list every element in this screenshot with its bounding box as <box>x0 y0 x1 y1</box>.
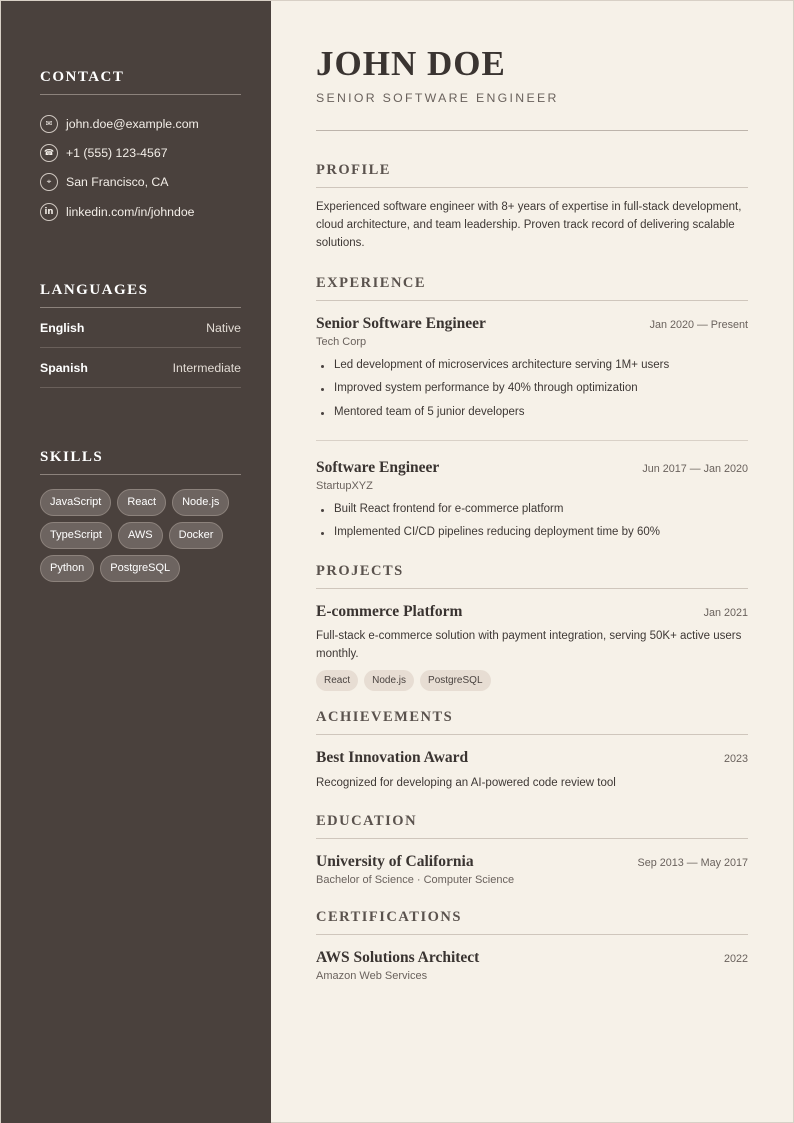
email-icon: ✉ <box>40 115 58 133</box>
language-level: Native <box>206 320 241 335</box>
achievement-entry <box>316 749 748 792</box>
job-title: Senior Software Engineer <box>316 314 486 332</box>
education-school: University of California <box>316 852 474 870</box>
skill-chip: TypeScript <box>40 522 112 549</box>
skill-chip: JavaScript <box>40 489 111 516</box>
project-date: Jan 2021 <box>703 607 748 620</box>
achievements-heading: ACHIEVEMENTS <box>316 709 748 735</box>
experience-heading: EXPERIENCE <box>316 275 748 301</box>
experience-entry <box>316 459 748 545</box>
profile-section <box>316 162 748 253</box>
phone-icon: ☎ <box>40 144 58 162</box>
skills-chips <box>40 489 240 588</box>
experience-entry <box>316 315 748 425</box>
contact-location-text: San Francisco, CA <box>66 175 169 190</box>
projects-heading: PROJECTS <box>316 563 748 589</box>
project-tags <box>316 670 748 691</box>
skill-chip: Docker <box>169 522 224 549</box>
contact-location <box>40 168 241 197</box>
entry-divider <box>316 440 748 441</box>
contact-heading: CONTACT <box>40 69 241 95</box>
job-bullet: Built React frontend for e-commerce platform <box>316 498 748 522</box>
project-entry <box>316 603 748 691</box>
project-tag: React <box>316 670 358 691</box>
skill-chip: AWS <box>118 522 163 549</box>
language-row <box>40 348 241 388</box>
job-bullet: Implemented CI/CD pipelines reducing deployment time by 60% <box>316 521 748 545</box>
skill-chip: Python <box>40 555 94 582</box>
language-name: English <box>40 320 85 335</box>
project-title: E-commerce Platform <box>316 603 463 621</box>
job-bullet: Improved system performance by 40% through optimization <box>316 377 748 401</box>
contact-linkedin[interactable] <box>40 197 241 226</box>
contact-section <box>40 69 241 226</box>
education-heading: EDUCATION <box>316 813 748 839</box>
education-section <box>316 813 748 886</box>
achievements-section <box>316 709 748 792</box>
profile-heading: PROFILE <box>316 162 748 188</box>
certifications-section <box>316 909 748 982</box>
job-dates: Jan 2020 — Present <box>649 318 748 331</box>
linkedin-icon: in <box>40 203 58 221</box>
projects-section <box>316 563 748 691</box>
education-degree: Bachelor of Science · Computer Science <box>316 873 515 886</box>
contact-phone[interactable] <box>40 138 241 167</box>
certification-entry <box>316 949 748 982</box>
contact-phone-text: +1 (555) 123-4567 <box>66 145 168 160</box>
project-tag: Node.js <box>364 670 414 691</box>
education-entry <box>316 853 748 886</box>
certification-date: 2022 <box>723 952 748 965</box>
contact-email-text: john.doe@example.com <box>66 116 199 131</box>
achievement-date: 2023 <box>723 753 748 766</box>
candidate-name: JOHN DOE <box>316 44 506 83</box>
achievement-description: Recognized for developing an AI-powered code review tool <box>316 777 616 790</box>
achievement-title: Best Innovation Award <box>316 749 469 767</box>
project-description: Full-stack e-commerce solution with payment integration, serving 50K+ active users monthly. <box>316 630 742 661</box>
languages-section <box>40 282 241 388</box>
profile-text: Experienced software engineer with 8+ years of expertise in full-stack development, cloud architecture, and team leadership. Proven track record of delivering scalable solutions. <box>316 201 742 250</box>
project-tag: PostgreSQL <box>420 670 490 691</box>
contact-email[interactable] <box>40 109 241 138</box>
language-name: Spanish <box>40 360 88 375</box>
skills-heading: SKILLS <box>40 449 241 475</box>
sidebar <box>1 1 271 1123</box>
location-icon: ⌖ <box>40 173 58 191</box>
skill-chip: Node.js <box>172 489 229 516</box>
job-title: Software Engineer <box>316 458 440 476</box>
languages-heading: LANGUAGES <box>40 282 241 308</box>
certification-issuer: Amazon Web Services <box>316 969 428 982</box>
job-company: Tech Corp <box>316 335 367 348</box>
skills-section <box>40 449 241 588</box>
main-content <box>271 1 794 1123</box>
job-bullets <box>316 498 748 545</box>
candidate-title: SENIOR SOFTWARE ENGINEER <box>316 91 559 105</box>
skill-chip: PostgreSQL <box>100 555 180 582</box>
education-dates: Sep 2013 — May 2017 <box>637 856 748 869</box>
certification-title: AWS Solutions Architect <box>316 948 480 966</box>
experience-section <box>316 275 748 545</box>
contact-linkedin-text: linkedin.com/in/johndoe <box>66 204 195 219</box>
job-company: StartupXYZ <box>316 479 373 492</box>
header-divider <box>316 130 748 131</box>
job-bullet: Led development of microservices architecture serving 1M+ users <box>316 354 748 378</box>
language-level: Intermediate <box>172 360 241 375</box>
job-bullet: Mentored team of 5 junior developers <box>316 401 748 425</box>
skill-chip: React <box>117 489 166 516</box>
language-row <box>40 308 241 348</box>
contact-list <box>40 109 241 226</box>
certifications-heading: CERTIFICATIONS <box>316 909 748 935</box>
job-dates: Jun 2017 — Jan 2020 <box>642 462 748 475</box>
job-bullets <box>316 354 748 425</box>
